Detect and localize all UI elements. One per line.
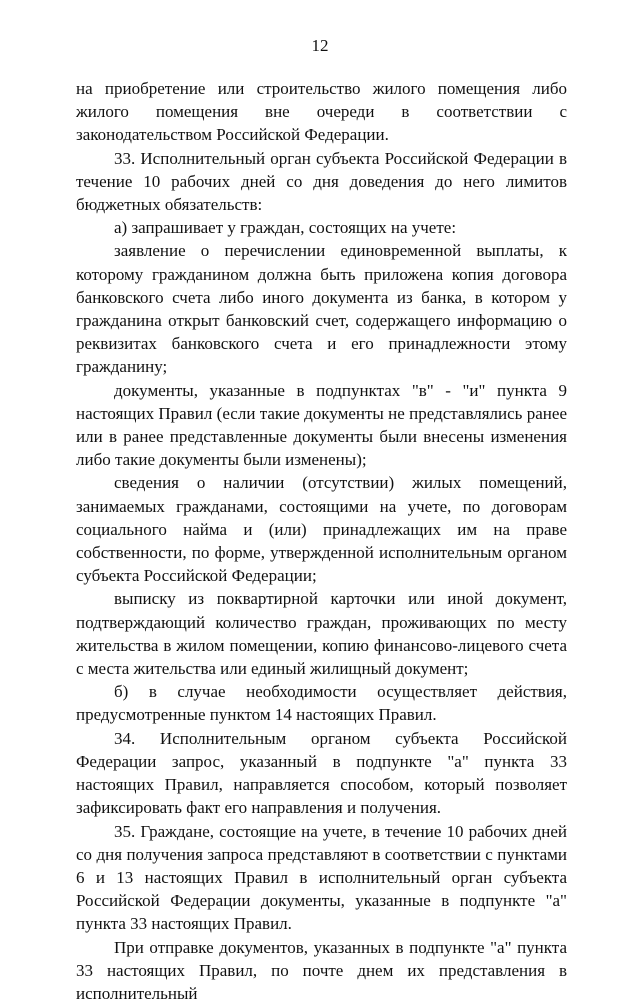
paragraph-clause-34: 34. Исполнительным органом субъекта Российской Федерации запрос, указанный в подпункте "а" пункта 33 настоящих Правил, направляется способом, который позволяет зафиксировать факт его направления и получения.	[76, 728, 567, 818]
paragraph-clause-33: 33. Исполнительный орган субъекта Российской Федерации в течение 10 рабочих дней со дня доведения до него лимитов бюджетных обязательств:	[76, 148, 567, 215]
paragraph-housing-info: сведения о наличии (отсутствии) жилых помещений, занимаемых гражданами, состоящими на учете, по договорам социального найма и (или) принадлежащих им на праве собственности, по форме, утвержденной исполнительным органом субъекта Российской Федерации;	[76, 473, 567, 586]
paragraph-subclause-b: б) в случае необходимости осуществляет действия, предусмотренные пунктом 14 настоящих Правил.	[76, 682, 567, 725]
paragraph-application: заявление о перечислении единовременной выплаты, к которому гражданином должна быть приложена копия договора банковского счета либо иного документа из банка, в котором у гражданина открыт банковский счет, содержащего информацию о реквизитах банковского счета и его принадлежности этому гражданину;	[76, 241, 567, 377]
document-body	[76, 77, 567, 1005]
paragraph-continuation: на приобретение или строительство жилого помещения либо жилого помещения вне очереди в соответствии с законодательством Российской Федерации.	[76, 79, 567, 145]
paragraph-documents: документы, указанные в подпунктах "в" - "и" пункта 9 настоящих Правил (если такие документы не представлялись ранее или в ранее представленные документы были внесены изменения либо такие документы были изменены);	[76, 380, 567, 470]
page-number: 12	[311, 36, 329, 55]
paragraph-subclause-a: а) запрашивает у граждан, состоящих на учете:	[114, 218, 457, 238]
paragraph-extract: выписку из поквартирной карточки или иной документ, подтверждающий количество граждан, проживающих по месту жительства в жилом помещении, копию финансово-лицевого счета с места жительства или единый жилищный документ;	[76, 589, 567, 679]
paragraph-postal-submission: При отправке документов, указанных в подпункте "а" пункта 33 настоящих Правил, по почте днем их представления в исполнительный	[76, 937, 567, 1003]
paragraph-clause-35: 35. Граждане, состоящие на учете, в течение 10 рабочих дней со дня получения запроса представляют в соответствии с пунктами 6 и 13 настоящих Правил в исполнительный орган субъекта Российской Федерации документы, указанные в подпункте "а" пункта 33 настоящих Правил.	[76, 821, 567, 934]
